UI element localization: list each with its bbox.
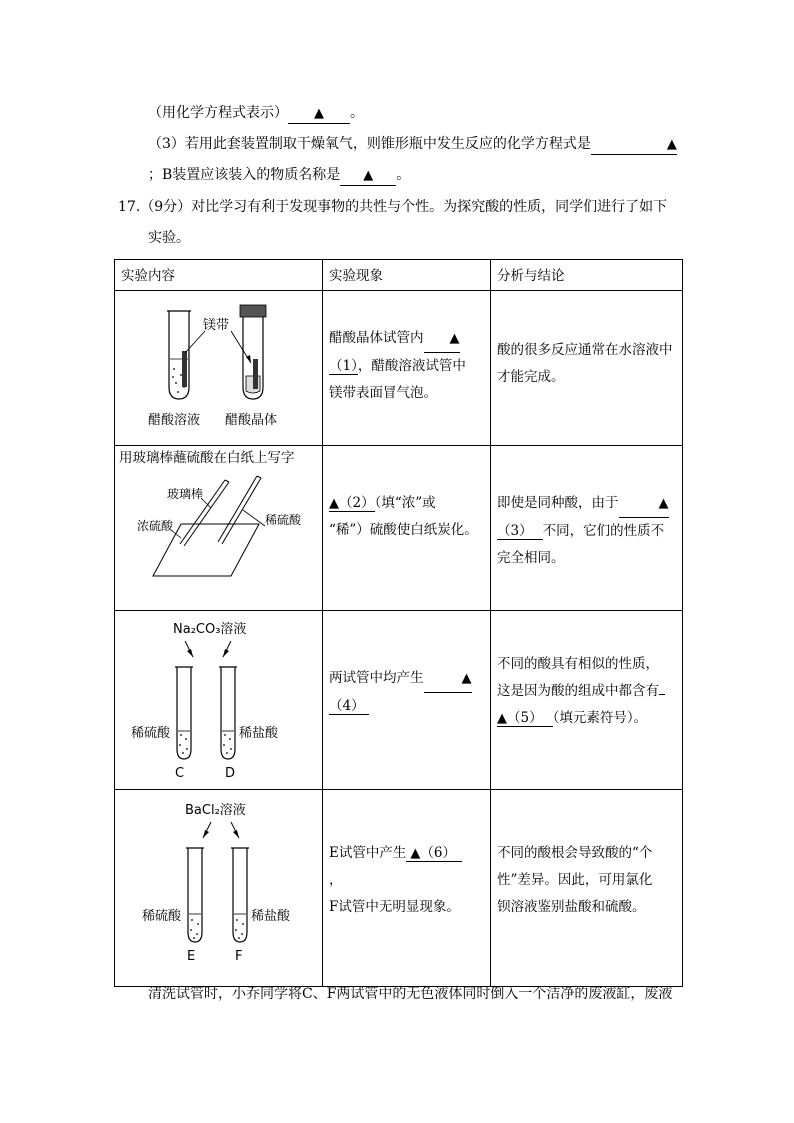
conclusion-text: 钡溶液鉴别盐酸和硫酸。 [497, 899, 646, 915]
answer-blank[interactable] [591, 135, 677, 155]
blank-number-5: （5） [507, 710, 543, 726]
row4-conclusion [491, 790, 683, 987]
liquid-dots [223, 734, 232, 754]
answer-blank-2[interactable] [329, 495, 375, 512]
label-tube-f: F [235, 949, 243, 964]
header-phenomenon: 实验现象 [323, 260, 491, 291]
phenomenon-text: （填“浓”或 [374, 495, 436, 511]
phenomenon-text: E试管中产生 [329, 845, 407, 861]
test-tube-f [233, 848, 247, 942]
label-dilute-sulfuric: 稀硫酸 [265, 513, 302, 527]
intro-line-1-suffix: 。 [350, 105, 364, 121]
row4-diagram-cell [115, 790, 323, 987]
answer-blank[interactable] [288, 104, 350, 124]
answer-blank[interactable] [340, 166, 396, 186]
triangle-marker: ▲ [497, 711, 507, 726]
conclusion-text: 性”差异。因此，可用氯化 [497, 872, 653, 888]
label-glass-rod: 玻璃棒 [167, 487, 204, 501]
row3-conclusion [491, 611, 683, 790]
header-conclusion: 分析与结论 [491, 260, 683, 291]
conclusion-text: 完全相同。 [497, 550, 565, 566]
row2-conclusion [491, 446, 683, 611]
phenomenon-text: 两试管中均产生 [329, 670, 424, 686]
conclusion-text: 不同，它们的性质不 [542, 523, 665, 539]
answer-blank-1[interactable] [424, 325, 460, 353]
test-tube-d [221, 667, 235, 759]
intro-line-2 [148, 135, 677, 155]
blank-number-3: （3） [497, 523, 543, 540]
label-acetic-crystal: 醋酸晶体 [225, 413, 278, 428]
arrow-head [233, 830, 239, 838]
label-dilute-sulfuric: 稀硫酸 [131, 726, 171, 741]
row4-phenomenon [323, 790, 491, 987]
row2-title: 用玻璃棒蘸硫酸在白纸上写字 [119, 450, 295, 466]
triangle-marker: ▲ [658, 496, 669, 511]
test-tube-c [177, 667, 191, 759]
phenomenon-text: “稀”）硫酸使白纸炭化。 [329, 522, 478, 538]
magnesium-acetic-acid-diagram [115, 291, 321, 441]
rubber-stopper [240, 305, 266, 317]
answer-blank-5[interactable] [497, 710, 553, 727]
conclusion-text: 不同的酸根会导致酸的“个 [497, 845, 653, 861]
answer-blank-6[interactable] [406, 845, 462, 862]
table-row [115, 446, 683, 611]
phenomenon-text: ， [329, 872, 343, 888]
row1-diagram-cell [115, 291, 323, 446]
triangle-marker: ▲ [329, 496, 339, 511]
table-row [115, 611, 683, 790]
label-tube-e: E [187, 949, 196, 964]
liquid-dots [190, 919, 199, 939]
arrow-head [223, 649, 229, 657]
triangle-marker: ▲ [461, 671, 472, 686]
label-magnesium-ribbon: 镁带 [203, 318, 230, 333]
blank-number-2: （2） [339, 495, 375, 511]
intro-line-1 [148, 104, 364, 124]
intro-line-3-text: ；B装置应该装入的物质名称是 [148, 167, 341, 183]
row3-phenomenon [323, 611, 491, 790]
intro-line-1-text: （用化学方程式表示） [148, 105, 288, 121]
conclusion-text: 酸的很多反应通常在水溶液中才能完成。 [497, 342, 673, 385]
conclusion-text: （填元素符号）。 [552, 710, 648, 726]
arrow-head [203, 830, 209, 838]
row1-conclusion [491, 291, 683, 446]
pointer-line [185, 331, 205, 353]
phenomenon-text: 镁带表面冒气泡。 [329, 385, 437, 401]
row2-phenomenon [323, 446, 491, 611]
blank-number-4: （4） [329, 698, 369, 715]
label-dilute-hydrochloric: 稀盐酸 [251, 909, 291, 924]
row1-phenomenon [323, 291, 491, 446]
conclusion-text: 这是因为酸的组成中都含有 [497, 683, 659, 699]
label-tube-d: D [225, 766, 236, 781]
table-row [115, 291, 683, 446]
label-dilute-sulfuric: 稀硫酸 [142, 909, 182, 924]
blank-number-6: （6） [420, 845, 456, 861]
table-header-row [115, 260, 683, 291]
triangle-marker: ▲ [363, 168, 374, 183]
label-tube-c: C [175, 766, 185, 781]
question-17-subtitle: 实验。 [148, 230, 190, 246]
triangle-marker: ▲ [666, 137, 677, 152]
table-row [115, 790, 683, 987]
intro-line-2-text: （3）若用此套装置制取干燥氧气，则锥形瓶中发生反应的化学方程式是 [148, 136, 591, 152]
glass-rod-right [218, 476, 261, 544]
header-content: 实验内容 [115, 260, 323, 291]
answer-blank-3[interactable] [619, 490, 669, 518]
bacl2-diagram [115, 790, 321, 982]
underline-stub [659, 694, 665, 695]
row2-diagram-cell [115, 446, 323, 611]
label-na2co3: Na₂CO₃溶液 [173, 622, 247, 637]
triangle-marker: ▲ [410, 846, 421, 861]
row3-diagram-cell [115, 611, 323, 790]
triangle-marker: ▲ [314, 106, 324, 121]
answer-blank-4[interactable] [424, 665, 472, 693]
label-acetic-solution: 醋酸溶液 [148, 413, 201, 428]
label-conc-sulfuric: 浓硫酸 [137, 519, 174, 533]
liquid-dots [235, 919, 244, 939]
magnesium-ribbon-right [253, 359, 258, 389]
phenomenon-text: F试管中无明显现象。 [329, 899, 460, 915]
glass-rod-paper-diagram [115, 468, 321, 606]
conclusion-text: 不同的酸具有相似的性质， [497, 656, 659, 672]
phenomenon-text: 醋酸晶体试管内 [329, 330, 424, 346]
label-dilute-hydrochloric: 稀盐酸 [239, 726, 279, 741]
magnesium-ribbon-left [182, 351, 187, 387]
conclusion-text: 即使是同种酸，由于 [497, 495, 619, 511]
question-17-title: 17.（9分）对比学习有利于发现事物的共性与个性。为探究酸的性质，同学们进行了如下 [118, 199, 668, 215]
intro-line-3 [148, 166, 410, 186]
arrow-head [187, 649, 193, 657]
test-tube-e [188, 848, 202, 942]
intro-line-3-suffix: 。 [396, 167, 411, 183]
label-bacl2: BaCl₂溶液 [185, 803, 246, 818]
experiment-table [114, 259, 683, 987]
na2co3-diagram [115, 611, 321, 785]
phenomenon-text: ，醋酸溶液试管中 [357, 358, 466, 374]
triangle-marker: ▲ [449, 331, 460, 346]
blank-number-1: （1） [329, 358, 358, 374]
footer-paragraph: 清洗试管时，小乔同学将C、F两试管中的无色液体同时倒入一个洁净的废液缸，废液 [148, 986, 673, 1002]
liquid-dots [179, 734, 188, 754]
